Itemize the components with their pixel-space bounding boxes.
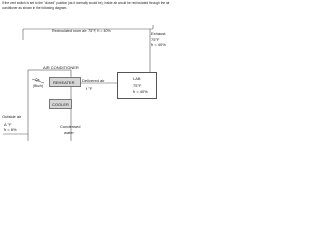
lab-humidity: ħ = 40% — [133, 89, 148, 94]
condensed-water-line2: water — [64, 130, 74, 135]
qs-label: Q̇s — [35, 78, 40, 82]
intro-line-2: conditioner as shown in the following diagram. — [2, 6, 68, 10]
lab-title: LAB — [133, 76, 141, 81]
cooler-box — [49, 99, 72, 109]
delivered-air-temp: t °F — [86, 86, 93, 91]
exhaust-temp: 75°F — [151, 37, 160, 42]
outside-air-label: Outside air — [2, 114, 22, 119]
reheater-box — [49, 77, 81, 87]
delivered-air-label: Delivered air — [82, 78, 105, 83]
lab-box — [117, 72, 157, 99]
cooler-label: COOLER — [52, 102, 69, 107]
air-conditioner-title: AIR CONDITIONER — [43, 65, 79, 70]
recirculated-air-label: Recirculated room air: 75°F, ħ = 40% — [52, 29, 111, 33]
outside-air-humidity: ħ = 8% — [4, 127, 17, 132]
reheater-label: REHEATER — [53, 80, 75, 85]
exhaust-humidity: ħ = 40% — [151, 42, 166, 47]
flow-diagram — [0, 0, 200, 141]
intro-line-1: If the vent switch is set to the "closed" position (as it normally would be), inside air would be recirculated through the air — [2, 1, 170, 5]
qs-unit: (Btu/h) — [33, 84, 44, 88]
lab-temp: 75°F — [133, 83, 142, 88]
exhaust-title: Exhaust — [151, 31, 166, 36]
condensed-water-line1: Condensed — [60, 124, 81, 129]
outside-air-temp: A °F — [4, 122, 12, 127]
